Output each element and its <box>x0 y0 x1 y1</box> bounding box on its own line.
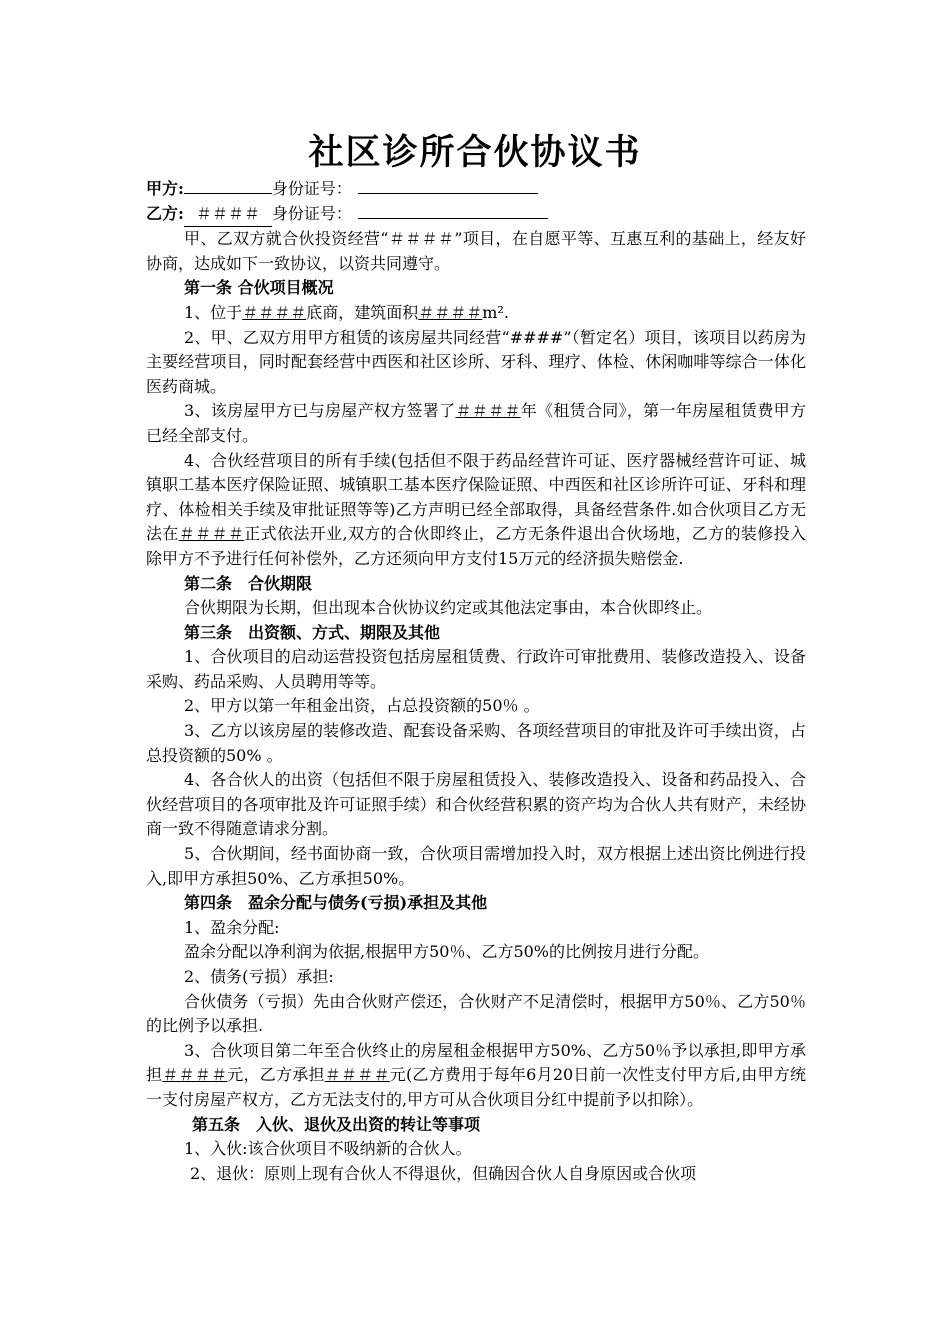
article4-item3-text-b: 元，乙方承担 <box>227 1065 325 1085</box>
article1-item1-text-b: 底商，建筑面积 <box>306 302 419 322</box>
article4-heading: 第四条 盈余分配与债务(亏损)承担及其他 <box>184 893 488 913</box>
article1-item3-text-b: 年《租赁合同》，第一年房屋租赁费甲方已经全部支付。 <box>146 401 806 445</box>
article1-item4-text-a: 4、合伙经营项目的所有手续(包括但不限于药品经营许可证、医疗器械经营许可证、城镇职工基本医疗保险证照、城镇职工基本医疗保险证照、中西医和社区诊所许可证、牙科和理疗、体检相关手续及审批证照等等)乙方声明已经全部取得，具备经营条件.如合伙项目乙方无法在 <box>146 450 806 544</box>
article3-item2: 2、甲方以第一年租金出资，占总投资额的50％ 。 <box>184 696 540 716</box>
article1-item3 <box>146 399 806 448</box>
article1-item1-text-a: 1、位于 <box>184 302 243 322</box>
article4-item3-text-a: 3、合伙项目第二年至合伙终止的房屋租金根据甲方50%、乙方50％予以承担,即甲方承担 <box>146 1040 806 1085</box>
article1-item1-unit: m². <box>482 302 509 322</box>
article2-heading: 第二条 合伙期限 <box>184 573 313 593</box>
article1-item3-year-blank: ＃＃＃＃ <box>455 401 521 421</box>
party-b-label: 乙方 <box>146 203 179 223</box>
article4-item3-party-a-amount-blank: ＃＃＃＃ <box>162 1065 228 1085</box>
party-b-line <box>146 202 806 228</box>
document-body <box>146 177 806 1186</box>
article2-item1: 合伙期限为长期，但出现本合伙协议约定或其他法定事由，本合伙即终止。 <box>184 598 713 618</box>
article4-item1-detail: 盈余分配以净利润为依据,根据甲方50％、乙方50%的比例按月进行分配。 <box>184 942 710 962</box>
article3-item5: 5、合伙期间，经书面协商一致，合伙项目需增加投入时，双方根据上述出资比例进行投入,即甲方承担50%、乙方承担50%。 <box>146 844 806 888</box>
article4-item3-party-b-amount-blank: ＃＃＃＃ <box>324 1065 390 1085</box>
article1-item1-area-blank: ＃＃＃＃ <box>418 302 483 322</box>
article4-item3-text-c: 元(乙方费用于每年6月20日前一次性支付甲方后,由甲方统一支付房屋产权方，乙方无法支付的,甲方可从合伙项目分红中提前予以扣除）。 <box>146 1065 806 1109</box>
article5-item2: 2、退伙：原则上现有合伙人不得退伙，但确因合伙人自身原因或合伙项 <box>190 1163 697 1183</box>
article1-heading: 第一条 合伙项目概况 <box>184 278 334 298</box>
article4-item2-detail: 合伙债务（亏损）先由合伙财产偿还，合伙财产不足清偿时，根据甲方50％、乙方50％的比例予以承担. <box>146 991 806 1036</box>
party-a-label: 甲方 <box>146 179 179 198</box>
party-a-name-blank <box>184 178 272 194</box>
party-b-colon: : <box>178 203 184 223</box>
article1-item3-text-a: 3、该房屋甲方已与房屋产权方签署了 <box>184 401 456 421</box>
article3-item4: 4、各合伙人的出资（包括但不限于房屋租赁投入、装修改造投入、设备和药品投入、合伙经营项目的各项审批及许可证照手续）和合伙经营积累的资产均为合伙人共有财产，未经协商一致不得随意请求分割。 <box>146 770 806 839</box>
party-b-id-label: 身份证号： <box>271 203 352 223</box>
article1-item4-text-b: 正式依法开业,双方的合伙即终止，乙方无条件退出合伙场地，乙方的装修投入除甲方不予进行任何补偿外，乙方还须向甲方支付15万元的经济损失赔偿金. <box>146 524 806 568</box>
party-b-name-blank: ＃＃＃＃ <box>184 202 272 228</box>
article1-item4 <box>146 449 806 572</box>
party-a-line <box>146 177 806 202</box>
article5-item1: 1、入伙:该合伙项目不吸纳新的合伙人。 <box>184 1139 472 1159</box>
party-b-id-blank <box>358 203 548 219</box>
article1-item4-date-blank: ＃＃＃＃ <box>178 524 245 544</box>
intro-paragraph: 甲、乙双方就合伙投资经营“＃＃＃＃”项目，在自愿平等、互惠互利的基础上，经友好协商，达成如下一致协议，以资共同遵守。 <box>146 229 806 273</box>
party-a-colon: : <box>178 179 184 198</box>
article4-item3 <box>146 1039 806 1113</box>
article1-item2: 2、甲、乙双方用甲方租赁的该房屋共同经营“####”（暂定名）项目，该项目以药房为主要经营项目，同时配套经营中西医和社区诊所、牙科、理疗、体检、休闲咖啡等综合一体化医药商城。 <box>146 327 806 396</box>
article4-item1: 1、盈余分配: <box>184 917 280 937</box>
article3-item1: 1、合伙项目的启动运营投资包括房屋租赁费、行政许可审批费用、装修改造投入、设备采购、药品采购、人员聘用等等。 <box>146 647 806 691</box>
party-a-id-label: 身份证号： <box>271 179 352 198</box>
document-title: 社区诊所合伙协议书 <box>308 132 642 173</box>
article1-item1 <box>146 301 806 326</box>
article4-item2: 2、债务(亏损）承担: <box>184 967 334 986</box>
party-a-id-blank <box>358 178 538 194</box>
article3-item3: 3、乙方以该房屋的装修改造、配套设备采购、各项经营项目的审批及许可手续出资，占总投资额的50% 。 <box>146 721 806 765</box>
article5-heading: 第五条 入伙、退伙及出资的转让等事项 <box>192 1114 481 1134</box>
article1-item1-location-blank: ＃＃＃＃ <box>242 302 307 322</box>
article3-heading: 第三条 出资额、方式、期限及其他 <box>184 622 441 642</box>
